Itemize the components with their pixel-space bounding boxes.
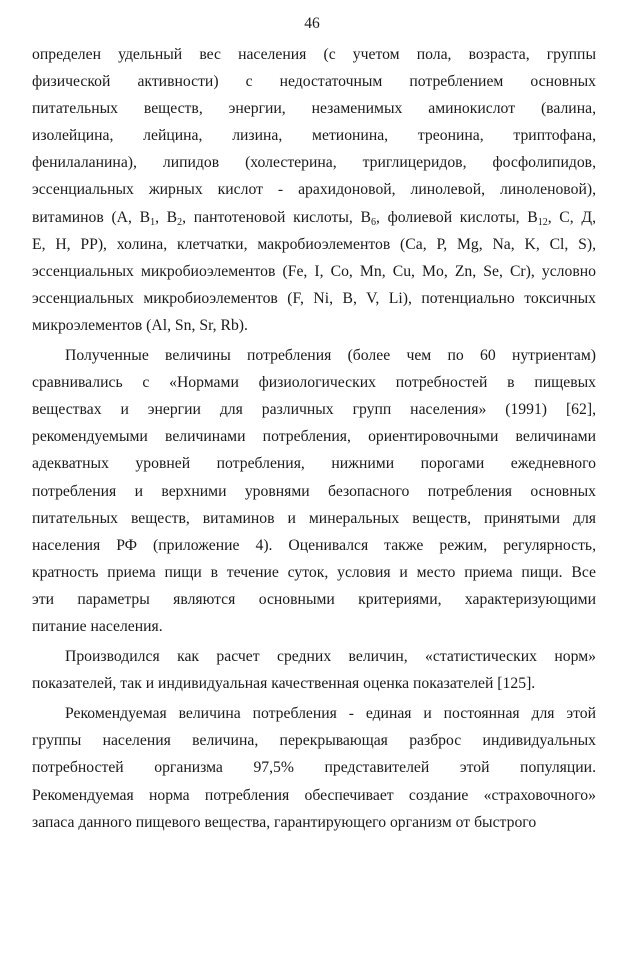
text-line [32,613,596,640]
body-text [32,41,596,836]
text-line [32,369,596,396]
text-line [32,312,596,339]
text-line [32,727,596,754]
text-line [32,204,596,231]
text-segment: питательных веществ, витаминов и минеральных веществ, принятыми для [32,509,596,527]
text-segment: потребностей организма 97,5% представителей этой популяции. [32,759,596,777]
text-line [32,782,596,809]
text-segment: изолейцина, лейцина, лизина, метионина, треонина, триптофана, [32,127,596,145]
text-line [32,643,596,670]
text-segment: , фолиевой кислоты, В [375,208,538,226]
text-line [32,149,596,176]
text-segment: , С, Д, [547,208,596,226]
text-segment: адекватных уровней потребления, нижними порогами ежедневного [32,455,596,473]
text-segment: , В [155,208,178,226]
text-segment: , пантотеновой кислоты, В [182,208,371,226]
text-line [32,478,596,505]
text-segment: потребления и верхними уровнями безопасного потребления основных [32,482,596,500]
text-line [32,505,596,532]
text-line [32,342,596,369]
text-line [32,700,596,727]
text-segment: Рекомендуемая норма потребления обеспечивает создание «страховочного» [32,786,596,804]
text-line [32,95,596,122]
text-segment: питательных веществ, энергии, незаменимых аминокислот (валина, [32,100,596,118]
text-segment: витаминов (А, В [32,208,151,226]
text-line [32,559,596,586]
subscript: 2 [177,216,183,228]
text-segment: Рекомендуемая величина потребления - единая и постоянная для этой [65,705,596,723]
text-segment: кратность приема пищи в течение суток, условия и место приема пищи. Все [32,563,596,581]
text-line [32,258,596,285]
text-segment: запаса данного пищевого вещества, гарантирующего организм от быстрого [32,813,537,831]
text-line [32,423,596,450]
text-line [32,285,596,312]
text-segment: физической активности) с недостаточным потреблением основных [32,73,596,91]
text-line [32,532,596,559]
paragraph [32,643,596,697]
text-line [32,396,596,423]
subscript: 6 [370,216,376,228]
page-number: 46 [304,15,320,32]
text-segment: эссенциальных жирных кислот - арахидоновой, линолевой, линоленовой), [32,181,596,199]
text-segment: эссенциальных микробиоэлементов (Fe, I, Co, Mn, Cu, Mo, Zn, Se, Cr), условно [32,262,596,280]
text-line [32,68,596,95]
paragraph [32,700,596,835]
text-line [32,450,596,477]
text-line [32,754,596,781]
text-line [32,231,596,258]
text-segment: показателей, так и индивидуальная качественная оценка показателей [125]. [32,675,536,693]
text-segment: микроэлементов (Al, Sn, Sr, Rb). [32,316,248,334]
text-segment: эти параметры являются основными критериями, характеризующими [32,590,596,608]
text-segment: группы населения величина, перекрывающая разброс индивидуальных [32,732,596,750]
text-segment: питание населения. [32,617,163,635]
paragraph [32,342,596,640]
text-segment: веществах и энергии для различных групп населения» (1991) [62], [32,401,596,419]
text-line [32,176,596,203]
text-line [32,670,596,697]
text-segment: определен удельный вес населения (с учетом пола, возраста, группы [32,46,596,63]
text-line [32,122,596,149]
text-line [32,41,596,68]
text-segment: эссенциальных микробиоэлементов (F, Ni, B, V, Li), потенциально токсичных [32,289,596,307]
text-line [32,586,596,613]
paragraph [32,41,596,339]
text-segment: населения РФ (приложение 4). Оценивался также режим, регулярность, [32,536,596,554]
text-segment: сравнивались с «Нормами физиологических потребностей в пищевых [32,374,596,392]
subscript: 1 [150,216,156,228]
text-segment: Полученные величины потребления (более чем по 60 нутриентам) [65,347,596,365]
text-segment: Е, Н, РР), холина, клетчатки, макробиоэлементов (Са, Р, Mg, Na, K, Cl, S), [32,235,596,253]
text-line [32,809,596,836]
subscript: 12 [537,216,548,228]
text-segment: Производился как расчет средних величин, «статистических норм» [65,648,596,666]
text-segment: рекомендуемыми величинами потребления, ориентировочными величинами [32,428,596,446]
text-segment: фенилаланина), липидов (холестерина, триглицеридов, фосфолипидов, [32,154,596,172]
